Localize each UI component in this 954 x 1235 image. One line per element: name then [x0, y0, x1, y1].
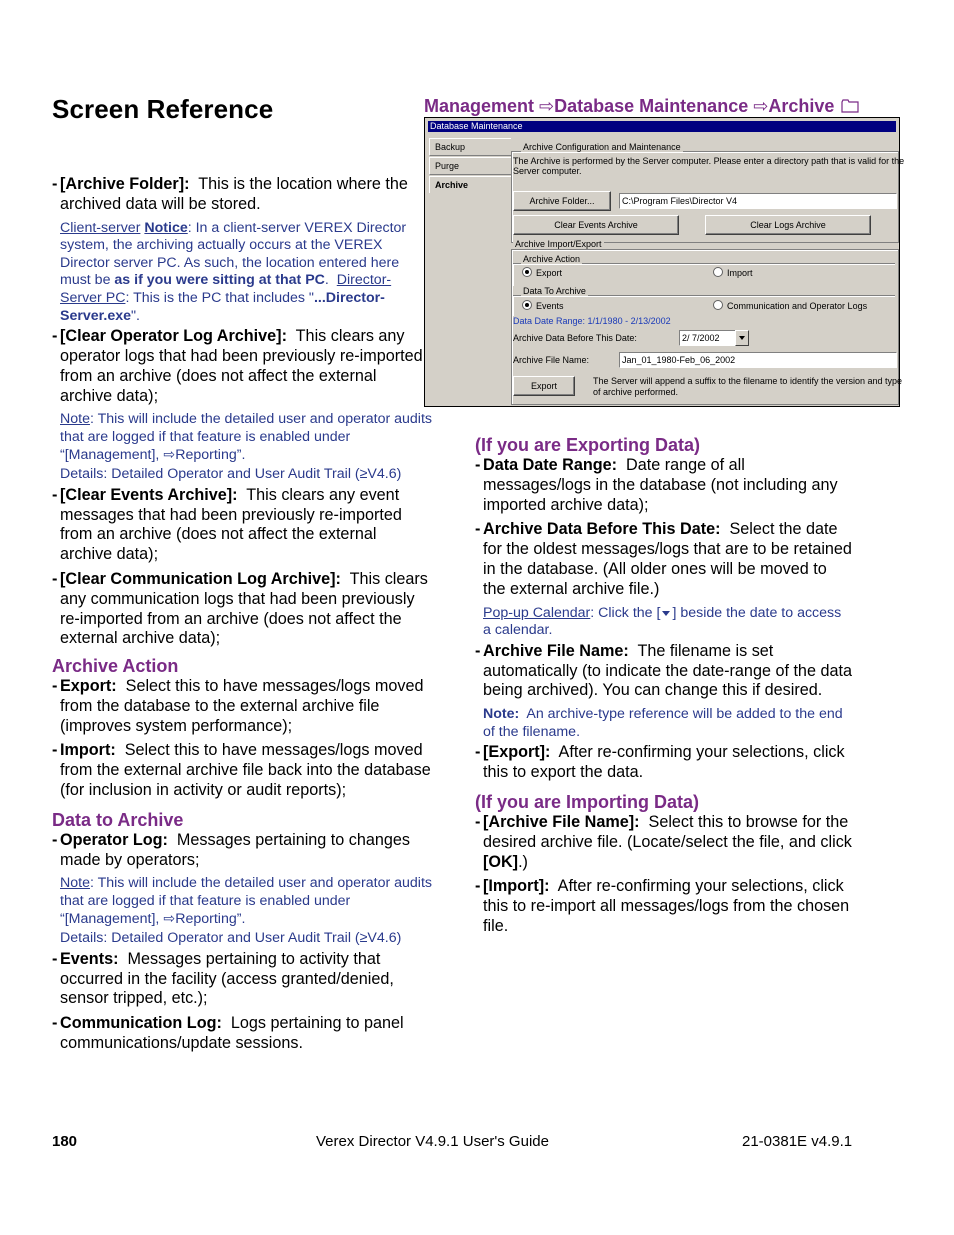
date-range-text: Data Date Range: 1/1/1980 - 2/13/2002	[513, 316, 671, 326]
archive-file-name-input[interactable]: Jan_01_1980-Feb_06_2002	[619, 352, 897, 368]
archive-folder-input[interactable]: C:\Program Files\Director V4	[619, 193, 897, 209]
left-column	[52, 175, 432, 1059]
export-radio[interactable]	[522, 267, 532, 277]
archive-config-label: Archive Configuration and Maintenance	[523, 142, 681, 152]
page-title: Screen Reference	[52, 94, 274, 124]
data-to-archive-label: Data To Archive	[523, 286, 586, 296]
calendar-dropdown-icon[interactable]	[735, 330, 749, 346]
events-radio-label: Events	[536, 301, 564, 311]
clear-events-item: - [Clear Events Archive]: This clears any event messages that had been previously re-imported from an archive (does not affect the external archive data);	[52, 485, 402, 564]
document-id: 21-0381E v4.9.1	[742, 1133, 853, 1150]
events-item: - Events: Messages pertaining to activity that occurred in the facility (access granted/denied, sensor tripped, etc.);	[52, 949, 394, 1008]
window-title: Database Maintenance	[428, 121, 896, 132]
import-button-item: - [Import]: After re-confirming your selections, click this to re-import all messages/logs from the chosen file.	[475, 877, 850, 935]
tab-purge[interactable]: Purge	[429, 157, 511, 175]
data-date-range-item: - Data Date Range: Date range of all messages/logs in the database (not including any imported archive data);	[475, 456, 838, 514]
tab-archive[interactable]: Archive	[429, 176, 511, 193]
exporting-heading: (If you are Exporting Data)	[475, 435, 701, 455]
archive-action-label: Archive Action	[523, 254, 581, 264]
data-to-archive-heading: Data to Archive	[52, 809, 184, 830]
file-name-label: Archive File Name:	[513, 355, 590, 365]
suffix-note: Note: An archive-type reference will be added to the end of the filename.	[483, 706, 843, 740]
archive-file-button-item: - [Archive File Name]: Select this to browse for the desired archive file. (Locate/select the file, and click [OK].)	[475, 812, 852, 871]
breadcrumb-database-maintenance: Database Maintenance	[554, 96, 749, 116]
config-text-2: Server computer.	[513, 166, 582, 176]
export-button[interactable]: Export	[513, 376, 575, 396]
page-number: 180	[52, 1133, 78, 1150]
archive-action-group	[513, 263, 895, 286]
arrow-icon: ⇨	[539, 96, 555, 116]
dropdown-arrow-icon	[660, 608, 672, 618]
tab-backup[interactable]: Backup	[429, 138, 511, 156]
archive-before-date-input[interactable]: 2/ 7/2002	[679, 330, 739, 346]
archive-before-label: Archive Data Before This Date:	[513, 333, 637, 343]
archive-folder-button[interactable]: Archive Folder...	[513, 191, 611, 211]
events-radio[interactable]	[522, 300, 532, 310]
comm-logs-radio-label: Communication and Operator Logs	[727, 301, 868, 311]
import-radio-label: Import	[727, 268, 753, 278]
import-radio[interactable]	[713, 267, 723, 277]
comm-log-item: - Communication Log: Logs pertaining to panel communications/update sessions.	[52, 1014, 404, 1053]
breadcrumb-archive: Archive	[768, 96, 835, 116]
database-maintenance-window	[424, 117, 905, 407]
audit-note-1: Note: This will include the detailed user and operator audits that are logged if that feature is enabled under “[Management], ⇨Reporting”.	[60, 411, 432, 463]
import-item: - Import: Select this to have messages/logs moved from the external archive file back into the database (for inclusion in activity or audit reports);	[52, 741, 431, 800]
archive-file-name-item: - Archive File Name: The filename is set automatically (to indicate the date-range of the data being archived). You can change this if desired.	[475, 641, 852, 700]
comm-logs-radio[interactable]	[713, 300, 723, 310]
right-column	[475, 434, 853, 942]
config-text-1: The Archive is performed by the Server computer. Please enter a directory path that is valid for the	[513, 156, 905, 166]
clear-operator-item: - [Clear Operator Log Archive]: This clears any operator logs that had been previously re-imported from an archive (does not affect the external archive data);	[52, 327, 423, 405]
folder-icon	[841, 99, 859, 113]
clear-events-archive-button[interactable]: Clear Events Archive	[513, 215, 679, 235]
clear-comm-item: - [Clear Communication Log Archive]: This clears any communication logs that had been previously re-imported from an archive (does not affect the external archive data);	[52, 569, 428, 648]
importing-heading: (If you are Importing Data)	[475, 791, 700, 812]
suffix-note-2: of archive performed.	[593, 387, 679, 397]
archive-before-item: - Archive Data Before This Date: Select the date for the oldest messages/logs that are to be retained in the database. (All older ones will be moved to the external archive file.)	[475, 520, 852, 598]
audit-details-1: Details: Detailed Operator and User Audit Trail (≥V4.6)	[60, 466, 402, 483]
export-radio-label: Export	[536, 268, 563, 278]
arrow-icon: ⇨	[753, 96, 769, 116]
import-export-label: Archive Import/Export	[515, 239, 602, 249]
arrow-icon: ⇨	[163, 446, 176, 463]
audit-note-2: Note: This will include the detailed user and operator audits that are logged if that feature is enabled under “[Management], ⇨Reporting”.	[60, 875, 432, 927]
operator-log-item: - Operator Log: Messages pertaining to changes made by operators;	[52, 830, 410, 869]
archive-action-heading: Archive Action	[52, 656, 179, 677]
archive-folder-item: - [Archive Folder]: This is the location where the archived data will be stored.	[52, 175, 408, 213]
arrow-icon: ⇨	[163, 910, 176, 927]
export-button-item: - [Export]: After re-confirming your selections, click this to export the data.	[475, 743, 845, 782]
popup-calendar-note: Pop-up Calendar: Click the [ ] beside the date to access a calendar.	[483, 604, 842, 639]
clear-logs-archive-button[interactable]: Clear Logs Archive	[705, 215, 871, 235]
client-server-note: Client-server Notice: In a client-server VEREX Director system, the archiving actually occurs at the VEREX Director server PC. As such, the location entered here must be as if you were sitting at that PC. Director-Server PC: This is the PC that includes "...Director-Server.exe".	[60, 219, 407, 324]
guide-title: Verex Director V4.9.1 User's Guide	[316, 1133, 549, 1150]
audit-details-2: Details: Detailed Operator and User Audit Trail (≥V4.6)	[60, 930, 402, 947]
breadcrumb-management: Management	[424, 96, 535, 116]
export-item: - Export: Select this to have messages/logs moved from the database to the external archive file (improves system performance);	[52, 677, 424, 735]
breadcrumb	[424, 96, 859, 117]
suffix-note-1: The Server will append a suffix to the filename to identify the version and type	[593, 376, 903, 386]
